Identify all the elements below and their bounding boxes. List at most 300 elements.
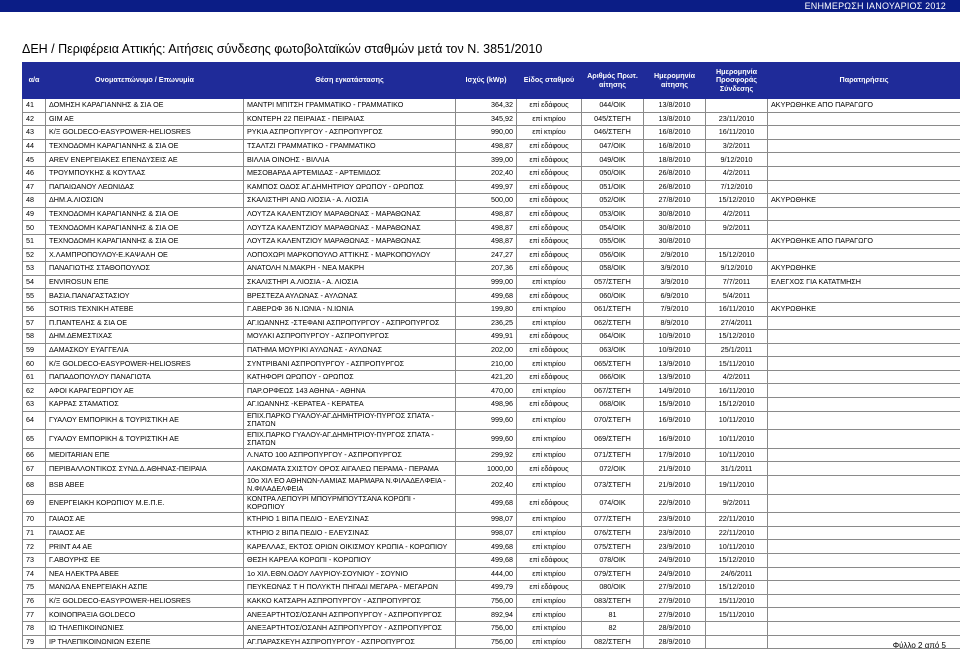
cell-aa: 45 <box>23 153 46 167</box>
cell-location: ΛΟΥΤΖΑ ΚΑΛΕΝΤΖΙΟΥ ΜΑΡΑΘΩΝΑΣ - ΜΑΡΑΘΩΝΑΣ <box>244 207 456 221</box>
cell-offer: 19/11/2010 <box>706 476 768 495</box>
cell-kind: επί εδάφους <box>517 343 582 357</box>
cell-notes <box>768 221 960 235</box>
table-row <box>23 126 960 140</box>
cell-date: 3/9/2010 <box>644 275 706 289</box>
header-offer: Ημερομηνία Προσφοράς Σύνδεσης <box>706 63 768 99</box>
table-row <box>23 316 960 330</box>
page-footer: Φύλλο 2 από 5 <box>892 641 946 650</box>
cell-power: 756,00 <box>456 621 517 635</box>
cell-date: 16/8/2010 <box>644 139 706 153</box>
cell-kind: επί κτιρίου <box>517 316 582 330</box>
cell-offer <box>706 635 768 649</box>
cell-name: ΙΩ ΤΗΛΕΠΙΚΟΙΝΩΝΙΕΣ <box>46 621 244 635</box>
cell-name: ΔΗΜ.ΔΕΜΕΣΤΙΧΑΣ <box>46 330 244 344</box>
cell-offer: 16/11/2010 <box>706 302 768 316</box>
cell-location: ΒΙΛΛΙΑ ΟΙΝΟΗΣ - ΒΙΛΛΙΑ <box>244 153 456 167</box>
cell-notes <box>768 494 960 513</box>
table-row <box>23 411 960 430</box>
cell-protocol: 055/ΟΙΚ <box>582 234 644 248</box>
cell-date: 30/8/2010 <box>644 207 706 221</box>
table-header-row <box>23 63 960 99</box>
cell-date: 27/9/2010 <box>644 594 706 608</box>
cell-offer: 25/1/2011 <box>706 343 768 357</box>
cell-kind: επί κτιρίου <box>517 302 582 316</box>
table-row <box>23 635 960 649</box>
table-row <box>23 194 960 208</box>
table-row <box>23 289 960 303</box>
cell-offer <box>706 99 768 113</box>
cell-name: ΓΥΑΛΟΥ ΕΜΠΟΡΙΚΗ & ΤΟΥΡΙΣΤΙΚΗ ΑΕ <box>46 411 244 430</box>
cell-power: 756,00 <box>456 635 517 649</box>
cell-location: ΘΕΣΗ ΚΑΡΕΛΑ ΚΟΡΩΠΙ - ΚΟΡΩΠΙΟΥ <box>244 554 456 568</box>
cell-power: 202,40 <box>456 166 517 180</box>
table-row <box>23 302 960 316</box>
cell-name: ΓΑΙΑΟΣ ΑΕ <box>46 513 244 527</box>
cell-offer: 15/12/2010 <box>706 330 768 344</box>
cell-date: 14/9/2010 <box>644 384 706 398</box>
cell-offer: 15/12/2010 <box>706 248 768 262</box>
cell-name: Π.ΠΑΝΤΕΛΗΣ & ΣΙΑ ΟΕ <box>46 316 244 330</box>
cell-date: 30/8/2010 <box>644 234 706 248</box>
cell-power: 247,27 <box>456 248 517 262</box>
cell-name: ΔΗΜ.Α.ΛΙΟΣΙΩΝ <box>46 194 244 208</box>
cell-offer: 4/2/2011 <box>706 370 768 384</box>
cell-kind: επί εδάφους <box>517 554 582 568</box>
cell-power: 990,00 <box>456 126 517 140</box>
cell-power: 998,07 <box>456 526 517 540</box>
table-row <box>23 370 960 384</box>
table-row <box>23 384 960 398</box>
table-row <box>23 275 960 289</box>
cell-power: 499,68 <box>456 554 517 568</box>
cell-offer: 10/11/2010 <box>706 430 768 449</box>
table-row <box>23 398 960 412</box>
cell-notes <box>768 357 960 371</box>
table-row <box>23 112 960 126</box>
cell-notes <box>768 289 960 303</box>
cell-name: Κ/Ξ GOLDECO-EASYPOWER-HELIOSRES <box>46 594 244 608</box>
cell-kind: επί κτιρίου <box>517 540 582 554</box>
cell-offer: 10/11/2010 <box>706 540 768 554</box>
cell-location: ΚΑΚΚΟ ΚΑΤΣΑΡΗ ΑΣΠΡΟΠΥΡΓΟΥ - ΑΣΠΡΟΠΥΡΓΟΣ <box>244 594 456 608</box>
cell-date: 27/9/2010 <box>644 608 706 622</box>
cell-kind: επί κτιρίου <box>517 526 582 540</box>
cell-kind: επί εδάφους <box>517 221 582 235</box>
cell-offer: 15/12/2010 <box>706 194 768 208</box>
document-title: ΔΕΗ / Περιφέρεια Αττικής: Αιτήσεις σύνδεσης φωτοβολταϊκών σταθμών μετά τον Ν. 3851/2010 <box>22 42 543 56</box>
cell-aa: 65 <box>23 430 46 449</box>
cell-kind: επί κτιρίου <box>517 635 582 649</box>
cell-aa: 62 <box>23 384 46 398</box>
cell-location: ΣΚΑΛΙΣΤΗΡΙ ΑΝΩ ΛΙΟΣΙΑ - Α. ΛΙΟΣΙΑ <box>244 194 456 208</box>
cell-notes <box>768 430 960 449</box>
cell-protocol: 063/ΟΙΚ <box>582 343 644 357</box>
cell-protocol: 076/ΣΤΕΓΗ <box>582 526 644 540</box>
cell-location: ΑΓ.ΙΩΑΝΝΗΣ -ΣΤΕΦΑΝΙ ΑΣΠΡΟΠΥΡΓΟΥ - ΑΣΠΡΟΠΥΡΓΟΣ <box>244 316 456 330</box>
cell-offer: 15/11/2010 <box>706 357 768 371</box>
cell-power: 499,68 <box>456 494 517 513</box>
cell-offer: 10/11/2010 <box>706 411 768 430</box>
cell-offer: 9/12/2010 <box>706 262 768 276</box>
table-row <box>23 343 960 357</box>
cell-offer: 9/12/2010 <box>706 153 768 167</box>
cell-aa: 78 <box>23 621 46 635</box>
table-row <box>23 166 960 180</box>
cell-offer: 22/11/2010 <box>706 526 768 540</box>
cell-name: ΕΝΕΡΓΕΙΑΚΗ ΚΟΡΩΠΙΟΥ Μ.Ε.Π.Ε. <box>46 494 244 513</box>
cell-name: ΠΑΠΑΔΟΠΟΥΛΟΥ ΠΑΝΑΓΙΩΤΑ <box>46 370 244 384</box>
cell-offer: 23/11/2010 <box>706 112 768 126</box>
cell-name: BSB ABEE <box>46 476 244 495</box>
cell-date: 3/9/2010 <box>644 262 706 276</box>
cell-name: ΔΑΜΑΣΚΟΥ ΕΥΑΓΓΕΛΙΑ <box>46 343 244 357</box>
cell-name: ΤΕΧΝΟΔΟΜΗ ΚΑΡΑΓΙΑΝΝΗΣ & ΣΙΑ ΟΕ <box>46 221 244 235</box>
header-kind: Είδος σταθμού <box>517 63 582 99</box>
cell-power: 999,60 <box>456 411 517 430</box>
cell-protocol: 083/ΣΤΕΓΗ <box>582 594 644 608</box>
cell-protocol: 058/ΟΙΚ <box>582 262 644 276</box>
cell-protocol: 057/ΣΤΕΓΗ <box>582 275 644 289</box>
cell-notes <box>768 166 960 180</box>
cell-kind: επί κτιρίου <box>517 476 582 495</box>
cell-location: ΠΕΥΚΕΩΝΑΣ Τ Η ΠΟΛΥΚΤΗ ΠΗΓΑΔΙ ΜΕΓΑΡΑ - ΜΕΓΑΡΩΝ <box>244 581 456 595</box>
cell-aa: 64 <box>23 411 46 430</box>
cell-aa: 55 <box>23 289 46 303</box>
table-row <box>23 207 960 221</box>
cell-notes <box>768 540 960 554</box>
cell-aa: 57 <box>23 316 46 330</box>
cell-protocol: 067/ΣΤΕΓΗ <box>582 384 644 398</box>
cell-name: ΑΦΟΙ ΚΑΡΑΓΕΩΡΓΙΟΥ ΑΕ <box>46 384 244 398</box>
cell-name: ΒΑΣΙΑ.ΠΑΝΑΓΑΣΤΑΣΙΟΥ <box>46 289 244 303</box>
cell-offer: 4/2/2011 <box>706 166 768 180</box>
cell-protocol: 047/ΟΙΚ <box>582 139 644 153</box>
cell-kind: επί εδάφους <box>517 494 582 513</box>
cell-date: 6/9/2010 <box>644 289 706 303</box>
cell-protocol: 079/ΣΤΕΓΗ <box>582 567 644 581</box>
cell-location: ΚΟΝΤΡΑ ΛΕΠΟΥΡΙ ΜΠΟΥΡΜΠΟΥΤΣΑΝΑ ΚΟΡΩΠΙ - ΚΟΡΩΠΙΟΥ <box>244 494 456 513</box>
cell-kind: επί κτιρίου <box>517 411 582 430</box>
cell-aa: 50 <box>23 221 46 235</box>
cell-offer: 27/4/2011 <box>706 316 768 330</box>
cell-aa: 56 <box>23 302 46 316</box>
cell-notes <box>768 153 960 167</box>
cell-date: 13/8/2010 <box>644 99 706 113</box>
cell-protocol: 070/ΣΤΕΓΗ <box>582 411 644 430</box>
cell-protocol: 075/ΣΤΕΓΗ <box>582 540 644 554</box>
cell-kind: επί κτιρίου <box>517 567 582 581</box>
cell-notes <box>768 476 960 495</box>
cell-name: GIM AE <box>46 112 244 126</box>
cell-kind: επί κτιρίου <box>517 126 582 140</box>
cell-power: 210,00 <box>456 357 517 371</box>
cell-kind: επί κτιρίου <box>517 608 582 622</box>
cell-offer: 5/4/2011 <box>706 289 768 303</box>
cell-date: 27/8/2010 <box>644 194 706 208</box>
cell-kind: επί εδάφους <box>517 581 582 595</box>
cell-location: ΒΡΕΣΤΕΖΑ ΑΥΛΩΝΑΣ - ΑΥΛΩΝΑΣ <box>244 289 456 303</box>
cell-offer: 15/11/2010 <box>706 594 768 608</box>
cell-power: 236,25 <box>456 316 517 330</box>
cell-kind: επί εδάφους <box>517 194 582 208</box>
cell-notes <box>768 139 960 153</box>
cell-aa: 66 <box>23 448 46 462</box>
table-row <box>23 513 960 527</box>
cell-protocol: 066/ΟΙΚ <box>582 370 644 384</box>
cell-kind: επί κτιρίου <box>517 513 582 527</box>
cell-notes <box>768 594 960 608</box>
cell-power: 202,40 <box>456 476 517 495</box>
cell-power: 444,00 <box>456 567 517 581</box>
cell-kind: επί κτιρίου <box>517 621 582 635</box>
cell-notes <box>768 581 960 595</box>
cell-location: ΣΚΑΛΙΣΤΗΡΙ Α.ΛΙΟΣΙΑ - Α. ΛΙΟΣΙΑ <box>244 275 456 289</box>
cell-name: ΜΑΝΩΛΑ ΕΝΕΡΓΕΙΑΚΗ ΑΣΠΕ <box>46 581 244 595</box>
cell-name: PRINT A4 AE <box>46 540 244 554</box>
cell-location: ΣΥΝΤΡΙΒΑΝΙ ΑΣΠΡΟΠΥΡΓΟΥ - ΑΣΠΡΟΠΥΡΓΟΣ <box>244 357 456 371</box>
cell-kind: επί εδάφους <box>517 180 582 194</box>
header-aa: α/α <box>23 63 46 99</box>
cell-offer: 16/11/2010 <box>706 384 768 398</box>
table-row <box>23 540 960 554</box>
cell-kind: επί κτιρίου <box>517 594 582 608</box>
cell-aa: 47 <box>23 180 46 194</box>
cell-date: 24/9/2010 <box>644 554 706 568</box>
cell-aa: 53 <box>23 262 46 276</box>
cell-power: 399,00 <box>456 153 517 167</box>
cell-aa: 51 <box>23 234 46 248</box>
cell-notes <box>768 248 960 262</box>
cell-aa: 61 <box>23 370 46 384</box>
cell-date: 16/8/2010 <box>644 126 706 140</box>
cell-aa: 69 <box>23 494 46 513</box>
cell-notes: ΑΚΥΡΩΘΗΚΕ ΑΠΟ ΠΑΡΑΓΩΓΟ <box>768 234 960 248</box>
cell-kind: επί κτιρίου <box>517 357 582 371</box>
cell-protocol: 061/ΣΤΕΓΗ <box>582 302 644 316</box>
cell-protocol: 077/ΣΤΕΓΗ <box>582 513 644 527</box>
cell-location: ΜΕΣΟΒΑΡΔΑ ΑΡΤΕΜΙΔΑΣ - ΑΡΤΕΜΙΔΟΣ <box>244 166 456 180</box>
cell-name: ENVIROSUN ΕΠΕ <box>46 275 244 289</box>
table-row <box>23 526 960 540</box>
cell-notes: ΑΚΥΡΩΘΗΚΕ <box>768 262 960 276</box>
header-notes: Παρατηρήσεις <box>768 63 960 99</box>
cell-location: ΛΑΚΩΜΑΤΑ ΣΧΙΣΤΟΥ ΟΡΟΣ ΑΙΓΑΛΕΩ ΠΕΡΑΜΑ - ΠΕΡΑΜΑ <box>244 462 456 476</box>
header-protocol: Αριθμός Πρωτ. αίτησης <box>582 63 644 99</box>
table-row <box>23 567 960 581</box>
cell-date: 10/9/2010 <box>644 330 706 344</box>
cell-kind: επί κτιρίου <box>517 112 582 126</box>
cell-date: 7/9/2010 <box>644 302 706 316</box>
cell-aa: 71 <box>23 526 46 540</box>
cell-power: 498,96 <box>456 398 517 412</box>
cell-date: 23/9/2010 <box>644 513 706 527</box>
cell-aa: 67 <box>23 462 46 476</box>
cell-aa: 74 <box>23 567 46 581</box>
table-row <box>23 262 960 276</box>
cell-date: 16/9/2010 <box>644 411 706 430</box>
cell-location: Λ.ΝΑΤΟ 100 ΑΣΠΡΟΠΥΡΓΟΥ - ΑΣΠΡΟΠΥΡΓΟΣ <box>244 448 456 462</box>
cell-offer: 16/11/2010 <box>706 126 768 140</box>
cell-protocol: 053/ΟΙΚ <box>582 207 644 221</box>
cell-aa: 73 <box>23 554 46 568</box>
cell-kind: επί εδάφους <box>517 153 582 167</box>
cell-power: 498,87 <box>456 234 517 248</box>
cell-power: 999,60 <box>456 430 517 449</box>
cell-notes <box>768 330 960 344</box>
cell-notes <box>768 526 960 540</box>
cell-offer: 31/1/2011 <box>706 462 768 476</box>
cell-offer: 15/12/2010 <box>706 398 768 412</box>
cell-date: 26/8/2010 <box>644 180 706 194</box>
table-row <box>23 139 960 153</box>
cell-protocol: 045/ΣΤΕΓΗ <box>582 112 644 126</box>
table-row <box>23 221 960 235</box>
cell-protocol: 81 <box>582 608 644 622</box>
cell-kind: επί εδάφους <box>517 262 582 276</box>
cell-date: 27/9/2010 <box>644 581 706 595</box>
cell-notes: ΑΚΥΡΩΘΗΚΕ <box>768 302 960 316</box>
cell-protocol: 82 <box>582 621 644 635</box>
table-body <box>23 99 960 649</box>
table-row <box>23 330 960 344</box>
cell-offer: 9/2/2011 <box>706 494 768 513</box>
cell-protocol: 065/ΣΤΕΓΗ <box>582 357 644 371</box>
cell-power: 202,00 <box>456 343 517 357</box>
cell-notes <box>768 513 960 527</box>
cell-power: 756,00 <box>456 594 517 608</box>
cell-location: ΛΟΥΤΖΑ ΚΑΛΕΝΤΖΙΟΥ ΜΑΡΑΘΩΝΑΣ - ΜΑΡΑΘΩΝΑΣ <box>244 234 456 248</box>
cell-name: ΤΕΧΝΟΔΟΜΗ ΚΑΡΑΓΙΑΝΝΗΣ & ΣΙΑ ΟΕ <box>46 207 244 221</box>
cell-protocol: 069/ΣΤΕΓΗ <box>582 430 644 449</box>
cell-name: ΝΕΑ ΗΛΕΚΤΡΑ ΑΒΕΕ <box>46 567 244 581</box>
cell-kind: επί εδάφους <box>517 166 582 180</box>
cell-kind: επί κτιρίου <box>517 384 582 398</box>
cell-protocol: 046/ΣΤΕΓΗ <box>582 126 644 140</box>
cell-offer: 15/12/2010 <box>706 554 768 568</box>
table-row <box>23 554 960 568</box>
cell-name: ΠΑΠΑΙΩΑΝΟΥ ΛΕΩΝΙΔΑΣ <box>46 180 244 194</box>
cell-aa: 46 <box>23 166 46 180</box>
cell-power: 499,79 <box>456 581 517 595</box>
cell-location: ΑΝΑΤΟΛΗ Ν.ΜΑΚΡΗ - ΝΕΑ ΜΑΚΡΗ <box>244 262 456 276</box>
cell-notes <box>768 554 960 568</box>
cell-name: ΤΡΟΥΜΠΟΥΚΗΣ & ΚΟΥΤΛΑΣ <box>46 166 244 180</box>
cell-location: Γ.ΑΒΕΡΩΦ 36 Ν.ΙΩΝΙΑ - Ν.ΙΩΝΙΑ <box>244 302 456 316</box>
cell-notes: ΑΚΥΡΩΘΗΚΕ ΑΠΟ ΠΑΡΑΓΩΓΟ <box>768 99 960 113</box>
table-row <box>23 430 960 449</box>
cell-protocol: 056/ΟΙΚ <box>582 248 644 262</box>
cell-notes <box>768 448 960 462</box>
cell-location: ΚΑΜΠΟΣ ΟΔΟΣ ΑΓ.ΔΗΜΗΤΡΙΟΥ ΩΡΩΠΟΥ - ΩΡΩΠΟΣ <box>244 180 456 194</box>
cell-location: ΚΤΗΡΙΟ 2 ΒΙΠΑ ΠΕΔΙΟ - ΕΛΕΥΣΙΝΑΣ <box>244 526 456 540</box>
cell-location: ΤΣΑΛΤΖΙ ΓΡΑΜΜΑΤΙΚΟ - ΓΡΑΜΜΑΤΙΚΟ <box>244 139 456 153</box>
cell-protocol: 051/ΟΙΚ <box>582 180 644 194</box>
table-row <box>23 494 960 513</box>
cell-date: 8/9/2010 <box>644 316 706 330</box>
table-row <box>23 608 960 622</box>
table-row <box>23 357 960 371</box>
cell-notes <box>768 126 960 140</box>
table-row <box>23 234 960 248</box>
cell-notes <box>768 384 960 398</box>
cell-location: ΑΓ.ΠΑΡΑΣΚΕΥΗ ΑΣΠΡΟΠΥΡΓΟΥ - ΑΣΠΡΟΠΥΡΓΟΣ <box>244 635 456 649</box>
cell-aa: 76 <box>23 594 46 608</box>
cell-aa: 59 <box>23 343 46 357</box>
cell-name: MEDITARIAN ΕΠΕ <box>46 448 244 462</box>
cell-date: 13/9/2010 <box>644 370 706 384</box>
cell-kind: επί εδάφους <box>517 139 582 153</box>
table-row <box>23 594 960 608</box>
cell-offer: 4/2/2011 <box>706 207 768 221</box>
cell-notes <box>768 112 960 126</box>
cell-offer: 3/2/2011 <box>706 139 768 153</box>
cell-offer: 7/12/2010 <box>706 180 768 194</box>
cell-aa: 42 <box>23 112 46 126</box>
cell-power: 364,32 <box>456 99 517 113</box>
cell-offer: 22/11/2010 <box>706 513 768 527</box>
cell-date: 30/8/2010 <box>644 221 706 235</box>
cell-power: 999,00 <box>456 275 517 289</box>
cell-kind: επί εδάφους <box>517 370 582 384</box>
cell-aa: 43 <box>23 126 46 140</box>
cell-name: AREV ΕΝΕΡΓΕΙΑΚΕΣ ΕΠΕΝΔΥΣΕΙΣ ΑΕ <box>46 153 244 167</box>
cell-name: ΓΥΑΛΟΥ ΕΜΠΟΡΙΚΗ & ΤΟΥΡΙΣΤΙΚΗ ΑΕ <box>46 430 244 449</box>
cell-name: ΠΑΝΑΓΙΩΤΗΣ ΣΤΑΘΟΠΟΥΛΟΣ <box>46 262 244 276</box>
cell-power: 998,07 <box>456 513 517 527</box>
cell-notes <box>768 343 960 357</box>
cell-notes <box>768 462 960 476</box>
cell-protocol: 054/ΟΙΚ <box>582 221 644 235</box>
cell-power: 498,87 <box>456 139 517 153</box>
cell-offer: 15/11/2010 <box>706 608 768 622</box>
cell-aa: 48 <box>23 194 46 208</box>
cell-kind: επί εδάφους <box>517 248 582 262</box>
cell-power: 199,80 <box>456 302 517 316</box>
cell-power: 345,92 <box>456 112 517 126</box>
cell-date: 23/9/2010 <box>644 526 706 540</box>
cell-kind: επί εδάφους <box>517 207 582 221</box>
cell-offer <box>706 234 768 248</box>
cell-offer: 7/7/2011 <box>706 275 768 289</box>
cell-kind: επί εδάφους <box>517 99 582 113</box>
cell-power: 892,94 <box>456 608 517 622</box>
cell-power: 498,87 <box>456 207 517 221</box>
cell-notes: ΑΚΥΡΩΘΗΚΕ <box>768 194 960 208</box>
cell-date: 23/9/2010 <box>644 540 706 554</box>
cell-notes <box>768 207 960 221</box>
cell-power: 499,91 <box>456 330 517 344</box>
cell-name: Κ/Ξ GOLDECO-EASYPOWER-HELIOSRES <box>46 357 244 371</box>
cell-offer: 10/11/2010 <box>706 448 768 462</box>
cell-aa: 79 <box>23 635 46 649</box>
cell-name: Κ/Ξ GOLDECO-EASYPOWER-HELIOSRES <box>46 126 244 140</box>
cell-date: 24/9/2010 <box>644 567 706 581</box>
cell-kind: επί εδάφους <box>517 234 582 248</box>
cell-power: 499,68 <box>456 540 517 554</box>
table-row <box>23 581 960 595</box>
header-date: Ημερομηνία αίτησης <box>644 63 706 99</box>
cell-date: 13/8/2010 <box>644 112 706 126</box>
cell-name: Χ.ΛΑΜΠΡΟΠΟΥΛΟΥ-Ε.ΚΑΨΑΛΗ ΟΕ <box>46 248 244 262</box>
cell-kind: επί εδάφους <box>517 462 582 476</box>
cell-location: ΚΑΡΕΛΛΑΣ, ΕΚΤΟΣ ΟΡΙΩΝ ΟΙΚΙΣΜΟΥ ΚΡΩΠΙΑ - ΚΟΡΩΠΙΟΥ <box>244 540 456 554</box>
cell-power: 498,87 <box>456 221 517 235</box>
cell-offer: 9/2/2011 <box>706 221 768 235</box>
cell-date: 2/9/2010 <box>644 248 706 262</box>
cell-aa: 49 <box>23 207 46 221</box>
cell-name: ΠΕΡΙΒΑΛΛΟΝΤΙΚΟΣ ΣΥΝΔ.Δ.ΑΘΗΝΑΣ-ΠΕΙΡΑΙΑ <box>46 462 244 476</box>
